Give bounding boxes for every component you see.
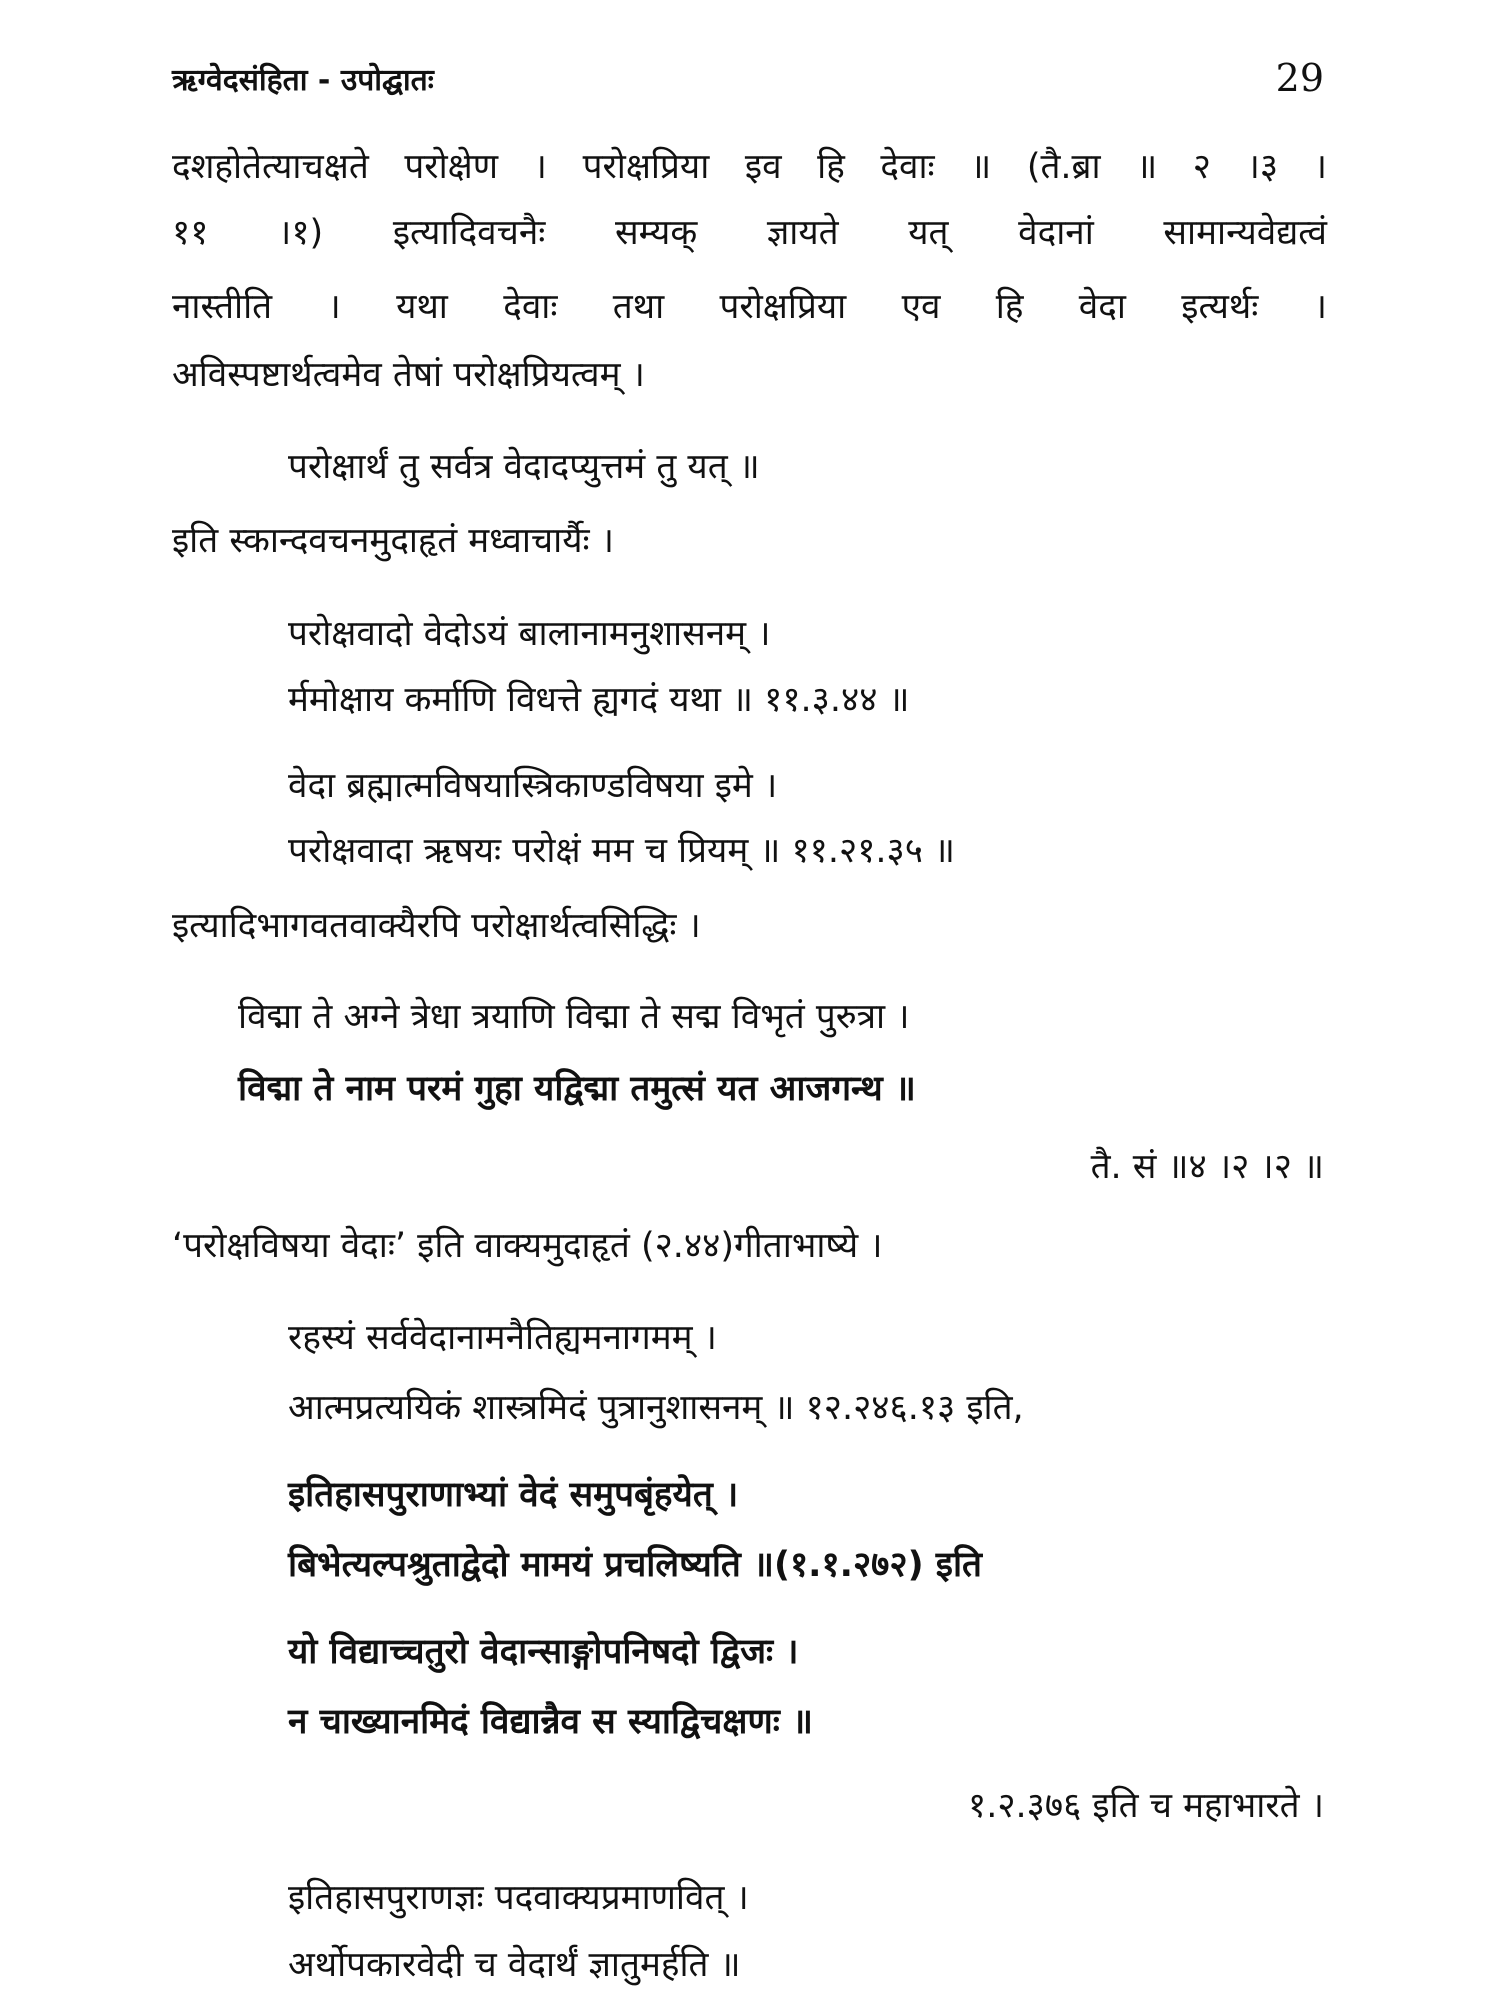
paragraph-line-4: अविस्पष्टार्थत्वमेव तेषां परोक्षप्रियत्वम् ।	[172, 355, 645, 395]
gita-bhashya-line: ‘परोक्षविषया वेदाः’ इति वाक्यमुदाहृतं (२.४४)गीताभाष्ये ।	[172, 1226, 883, 1266]
verse-bhagavata-1b: र्ममोक्षाय कर्माणि विधत्ते ह्यगदं यथा ॥ ११.३.४४ ॥	[288, 680, 910, 720]
running-header-title: ऋग्वेदसंहिता - उपोद्घातः	[172, 63, 434, 98]
mahabharata-reference: १.२.३७६ इति च महाभारते ।	[968, 1786, 1324, 1826]
verse-mahabharata-2b: बिभेत्यल्पश्रुताद्वेदो मामयं प्रचलिष्यति ॥(१.१.२७२) इति	[288, 1545, 982, 1585]
verse-bhagavata-1a: परोक्षवादो वेदोऽयं बालानामनुशासनम् ।	[288, 614, 771, 654]
verse-bhagavata-2b: परोक्षवादा ऋषयः परोक्षं मम च प्रियम् ॥ ११.२१.३५ ॥	[288, 831, 956, 871]
verse-taittiriya-b: विद्मा ते नाम परमं गुहा यद्विद्मा तमुत्सं यत आजगन्थ ॥	[238, 1069, 916, 1109]
bhagavata-conclusion: इत्यादिभागवतवाक्यैरपि परोक्षार्थत्वसिद्धिः ।	[172, 906, 701, 946]
verse-skanda: परोक्षार्थं तु सर्वत्र वेदादप्युत्तमं तु यत् ॥	[288, 447, 760, 487]
verse-mahabharata-3b: न चाख्यानमिदं विद्यान्नैव स स्याद्विचक्षणः ॥	[288, 1702, 814, 1742]
verse-mahabharata-3a: यो विद्याच्चतुरो वेदान्साङ्गोपनिषदो द्विजः ।	[288, 1632, 799, 1672]
verse-final-b: अर्थोपकारवेदी च वेदार्थं ज्ञातुमर्हति ॥	[288, 1945, 741, 1985]
paragraph-line-3: नास्तीति । यथा देवाः तथा परोक्षप्रिया एव हि वेदा इत्यर्थः ।	[172, 287, 1327, 327]
verse-bhagavata-2a: वेदा ब्रह्मात्मविषयास्त्रिकाण्डविषया इमे ।	[288, 766, 778, 806]
verse-mahabharata-1a: रहस्यं सर्ववेदानामनैतिह्यमनागमम् ।	[288, 1318, 717, 1358]
verse-final-a: इतिहासपुराणज्ञः पदवाक्यप्रमाणवित् ।	[288, 1878, 749, 1918]
page-number: 29	[1275, 56, 1324, 100]
verse-mahabharata-1b: आत्मप्रत्ययिकं शास्त्रमिदं पुत्रानुशासनम् ॥ १२.२४६.१३ इति,	[288, 1388, 1024, 1428]
verse-mahabharata-2a: इतिहासपुराणाभ्यां वेदं समुपबृंहयेत् ।	[288, 1475, 739, 1515]
paragraph-line-1: दशहोतेत्याचक्षते परोक्षेण । परोक्षप्रिया इव हि देवाः ॥ (तै.ब्रा ॥ २ ।३ ।	[172, 147, 1327, 187]
attribution-madhvacharya: इति स्कान्दवचनमुदाहृतं मध्वाचार्यैः ।	[172, 521, 614, 561]
paragraph-line-2: ११ ।१) इत्यादिवचनैः सम्यक् ज्ञायते यत् वेदानां सामान्यवेद्यत्वं	[172, 213, 1327, 253]
taittiriya-reference: तै. सं ॥४ ।२ ।२ ॥	[1090, 1147, 1324, 1187]
verse-taittiriya-a: विद्मा ते अग्ने त्रेधा त्रयाणि विद्मा ते सद्म विभृतं पुरुत्रा ।	[238, 997, 910, 1037]
